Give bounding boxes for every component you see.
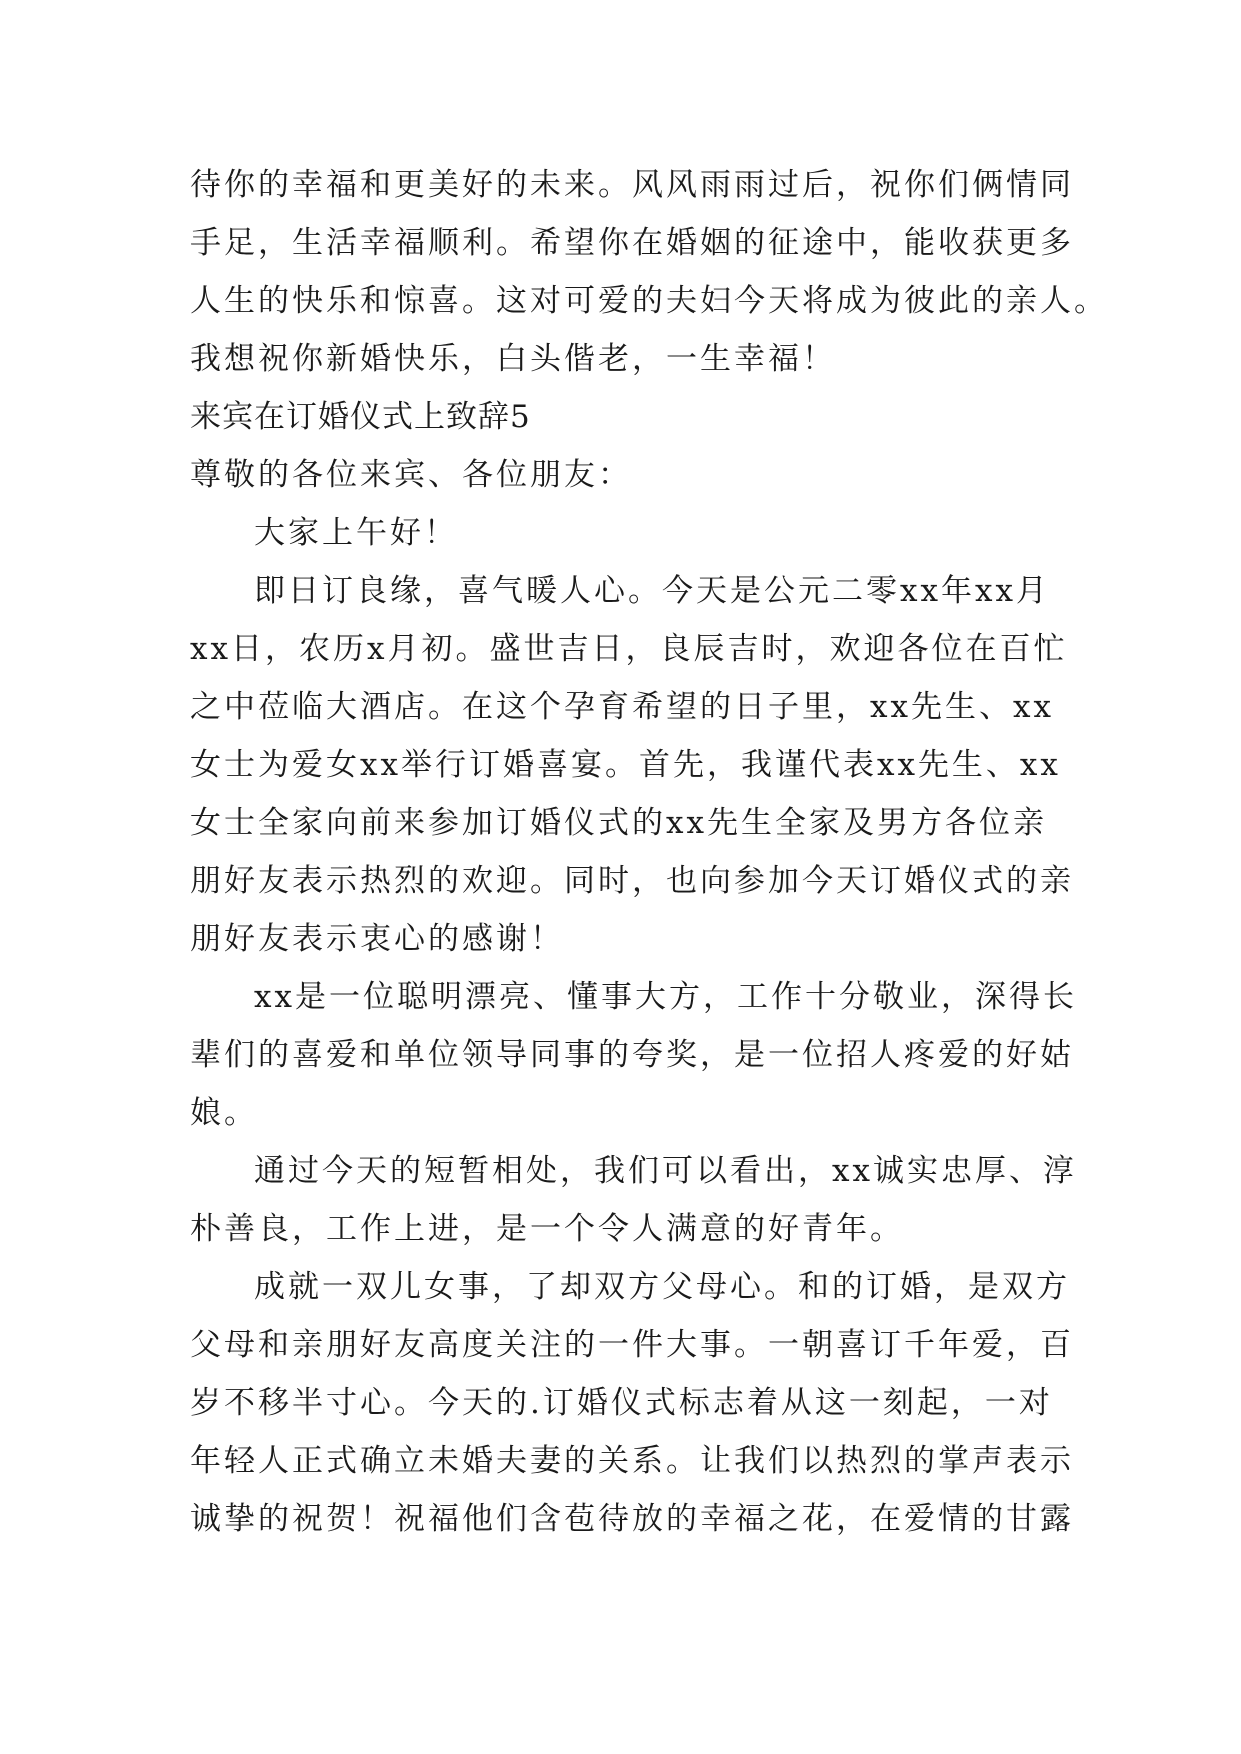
paragraph-line: 女士全家向前来参加订婚仪式的xx先生全家及男方各位亲 <box>190 805 1047 841</box>
paragraph-line: xx日，农历x月初。盛世吉日，良辰吉时，欢迎各位在百忙 <box>190 631 1068 667</box>
paragraph-line: 岁不移半寸心。今天的.订婚仪式标志着从这一刻起，一对 <box>190 1385 1053 1421</box>
paragraph-line: 成就一双儿女事，了却双方父母心。和的订婚，是双方 <box>254 1269 1070 1305</box>
paragraph-line: 朋好友表示衷心的感谢！ <box>190 921 564 957</box>
paragraph-line: 娘。 <box>190 1095 258 1131</box>
paragraph-line: 女士为爱女xx举行订婚喜宴。首先，我谨代表xx先生、xx <box>190 747 1061 783</box>
salutation: 尊敬的各位来宾、各位朋友： <box>190 457 632 493</box>
paragraph-line: 之中莅临大酒店。在这个孕育希望的日子里，xx先生、xx <box>190 689 1054 725</box>
paragraph-line: 即日订良缘，喜气暖人心。今天是公元二零xx年xx月 <box>254 573 1050 609</box>
paragraph-line: 朴善良，工作上进，是一个令人满意的好青年。 <box>190 1211 904 1247</box>
paragraph-line: 辈们的喜爱和单位领导同事的夸奖，是一位招人疼爱的好姑 <box>190 1037 1074 1073</box>
paragraph-line: 父母和亲朋好友高度关注的一件大事。一朝喜订千年爱，百 <box>190 1327 1074 1363</box>
greeting: 大家上午好！ <box>254 515 458 551</box>
text-line: 待你的幸福和更美好的未来。风风雨雨过后，祝你们俩情同 <box>190 167 1074 203</box>
paragraph-line: 朋好友表示热烈的欢迎。同时，也向参加今天订婚仪式的亲 <box>190 863 1074 899</box>
paragraph-line: 诚挚的祝贺！祝福他们含苞待放的幸福之花，在爱情的甘露 <box>190 1501 1074 1537</box>
text-line: 人生的快乐和惊喜。这对可爱的夫妇今天将成为彼此的亲人。 <box>190 283 1108 319</box>
section-heading: 来宾在订婚仪式上致辞5 <box>190 399 531 435</box>
text-line: 手足，生活幸福顺利。希望你在婚姻的征途中，能收获更多 <box>190 225 1074 261</box>
paragraph-line: 年轻人正式确立未婚夫妻的关系。让我们以热烈的掌声表示 <box>190 1443 1074 1479</box>
paragraph-line: 通过今天的短暂相处，我们可以看出，xx诚实忠厚、淳 <box>254 1153 1077 1189</box>
paragraph-line: xx是一位聪明漂亮、懂事大方，工作十分敬业，深得长 <box>254 979 1077 1015</box>
text-line: 我想祝你新婚快乐，白头偕老，一生幸福！ <box>190 341 836 377</box>
